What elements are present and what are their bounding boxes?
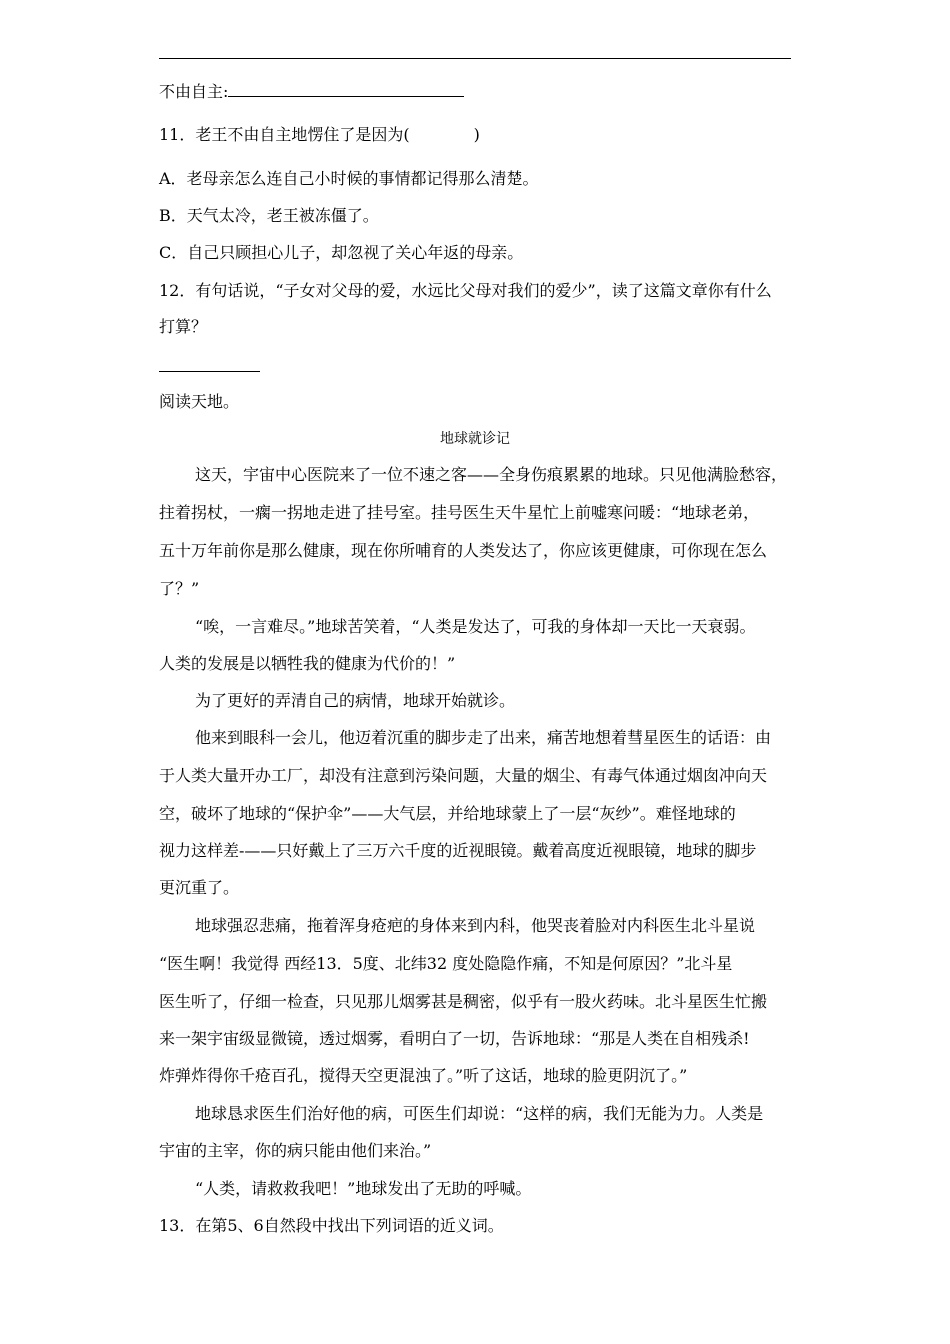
p5-line1: 地球强忍悲痛，拖着浑身疮疤的身体来到内科，他哭丧着脸对内科医生北斗星说	[195, 916, 756, 935]
question-13: 13．在第5、6自然段中找出下列词语的近义词。	[159, 1216, 504, 1235]
p5-line2: “医生啊！我觉得 西经13．5度、北纬32 度处隐隐作痛，不知是何原因？”北斗星	[159, 954, 733, 973]
p6-line2: 宇宙的主宰，你的病只能由他们来治。”	[159, 1141, 432, 1160]
q11-option-c[interactable]: C．自己只顾担心儿子，却忽视了关心年返的母亲。	[159, 243, 524, 262]
p1-line1: 这天，宇宙中心医院来了一位不速之客——全身伤痕累累的地球。只见他满脸愁容，	[195, 465, 788, 484]
question-12-line1: 12．有句话说，“子女对父母的爱，水远比父母对我们的爱少”，读了这篇文章你有什么	[159, 281, 772, 300]
answer-blank-12[interactable]	[159, 371, 260, 372]
q11-option-a[interactable]: A．老母亲怎么连自己小时候的事情都记得那么清楚。	[159, 169, 539, 188]
p4-line1: 他来到眼科一会儿，他迈着沉重的脚步走了出来，痛苦地想着彗星医生的话语：由	[195, 728, 772, 747]
section-label: 阅读天地。	[159, 392, 240, 411]
p4-line3: 空，破坏了地球的“保护伞”——大气层，并给地球蒙上了一层“灰纱”。难怪地球的	[159, 804, 736, 823]
answer-blank[interactable]	[228, 82, 464, 97]
p2-line1: “唉，一言难尽。”地球苦笑着，“人类是发达了，可我的身体却一天比一天衰弱。	[195, 617, 756, 636]
article-title: 地球就诊记	[440, 431, 510, 447]
question-11: 11．老王不由自主地愣住了是因为( )	[159, 125, 480, 144]
p4-line4: 视力这样差-——只好戴上了三万六千度的近视眼镜。戴着高度近视眼镜，地球的脚步	[159, 841, 757, 860]
p5-line5: 炸弹炸得你千疮百孔，搅得天空更混浊了。”听了这话，地球的脸更阴沉了。”	[159, 1066, 688, 1085]
p1-line4: 了？”	[159, 579, 200, 598]
fill-in-line	[159, 82, 464, 102]
p2-line2: 人类的发展是以牺牲我的健康为代价的！”	[159, 654, 456, 673]
p5-line4: 来一架宇宙级显微镜，透过烟雾，看明白了一切，告诉地球：“那是人类在自相残杀!	[159, 1029, 750, 1048]
p3-line1: 为了更好的弄清自己的病情，地球开始就诊。	[195, 691, 516, 710]
p7-line1: “人类，请救救我吧！”地球发出了无助的呼喊。	[195, 1179, 532, 1198]
q11-option-b[interactable]: B．天气太冷，老王被冻僵了。	[159, 206, 379, 225]
fill-label: 不由自主:	[159, 82, 229, 101]
p4-line5: 更沉重了。	[159, 878, 240, 897]
p6-line1: 地球恳求医生们治好他的病，可医生们却说：“这样的病，我们无能为力。人类是	[195, 1104, 764, 1123]
question-12-line2: 打算？	[159, 317, 208, 336]
p1-line3: 五十万年前你是那么健康，现在你所哺育的人类发达了，你应该更健康，可你现在怎么	[159, 541, 768, 560]
p5-line3: 医生听了，仔细一检查，只见那儿烟雾甚是稠密，似乎有一股火药味。北斗星医生忙搬	[159, 992, 768, 1011]
p1-line2: 拄着拐杖，一瘸一拐地走进了挂号室。挂号医生天牛星忙上前嘘寒问暖：“地球老弟，	[159, 503, 760, 522]
header-rule	[159, 58, 791, 59]
p4-line2: 于人类大量开办工厂，却没有注意到污染问题，大量的烟尘、有毒气体通过烟囱冲向天	[159, 766, 768, 785]
